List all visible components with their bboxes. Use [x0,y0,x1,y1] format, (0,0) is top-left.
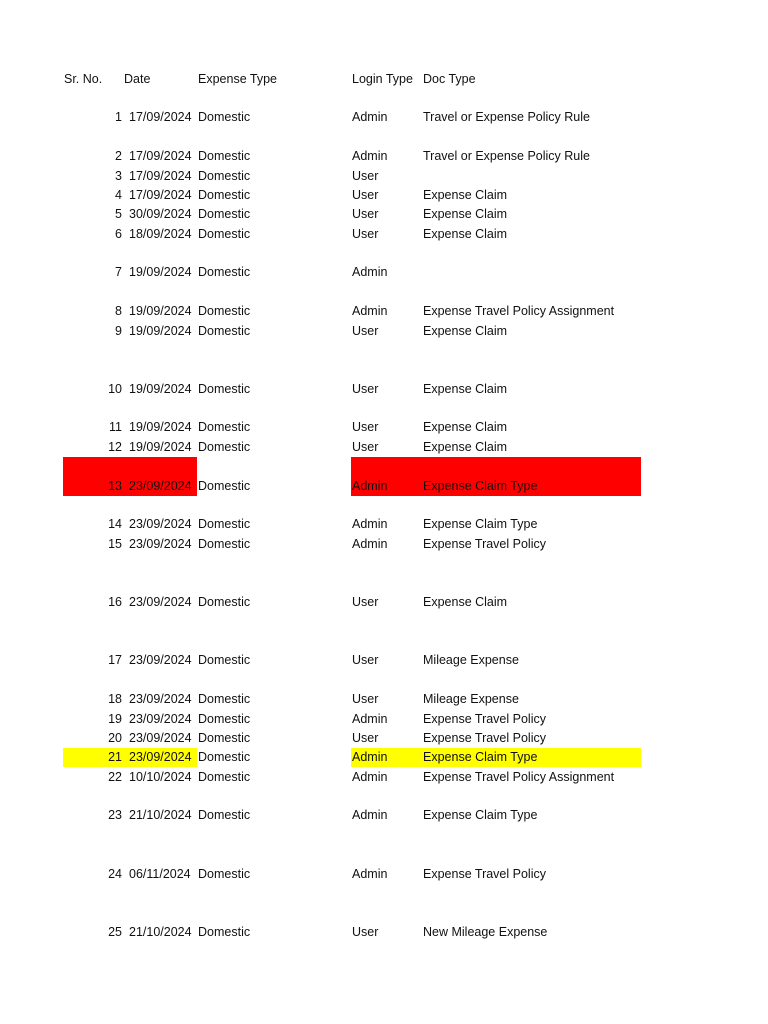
expense-type-cell: Domestic [198,440,251,454]
doc-type-cell: Travel or Expense Policy Rule [423,110,590,124]
table-row [0,438,768,456]
expense-type-cell: Domestic [198,653,251,667]
login-type-cell: User [352,440,379,454]
expense-type-cell: Domestic [198,517,251,531]
login-type-cell: User [352,731,379,745]
expense-type-cell: Domestic [198,304,251,318]
sr-no-cell: 6 [115,227,122,241]
login-type-cell: Admin [352,537,388,551]
doc-type-cell: Expense Claim Type [423,808,538,822]
doc-type-cell: Expense Travel Policy [423,537,546,551]
sr-no-cell: 12 [108,440,122,454]
login-type-cell: User [352,420,379,434]
expense-type-cell: Domestic [198,188,251,202]
date-cell: 19/09/2024 [129,304,192,318]
table-row [0,535,768,553]
header-date: Date [124,72,151,86]
sr-no-cell: 1 [115,110,122,124]
login-type-cell: User [352,227,379,241]
login-type-cell: Admin [352,479,388,493]
login-type-cell: Admin [352,149,388,163]
date-cell: 21/10/2024 [129,925,192,939]
sr-no-cell: 23 [108,808,122,822]
sr-no-cell: 15 [108,537,122,551]
login-type-cell: Admin [352,808,388,822]
login-type-cell: Admin [352,110,388,124]
expense-type-cell: Domestic [198,770,251,784]
login-type-cell: Admin [352,265,388,279]
login-type-cell: User [352,207,379,221]
login-type-cell: User [352,324,379,338]
date-cell: 17/09/2024 [129,188,192,202]
date-cell: 23/09/2024 [129,750,192,764]
expense-type-cell: Domestic [198,750,251,764]
table-row [0,729,768,747]
table-row [0,225,768,243]
sr-no-cell: 7 [115,265,122,279]
header-row [0,70,768,88]
date-cell: 19/09/2024 [129,324,192,338]
date-cell: 23/09/2024 [129,479,192,493]
date-cell: 17/09/2024 [129,149,192,163]
date-cell: 23/09/2024 [129,517,192,531]
sr-no-cell: 25 [108,925,122,939]
sr-no-cell: 22 [108,770,122,784]
date-cell: 19/09/2024 [129,440,192,454]
doc-type-cell: Expense Claim [423,207,508,221]
expense-type-cell: Domestic [198,808,251,822]
doc-type-cell: Expense Travel Policy Assignment [423,770,615,784]
table-row [0,263,768,281]
expense-type-cell: Domestic [198,149,251,163]
sr-no-cell: 16 [108,595,122,609]
table-row [0,651,768,669]
login-type-cell: User [352,595,379,609]
sr-no-cell: 19 [108,712,122,726]
doc-type-cell: Expense Claim [423,227,508,241]
date-cell: 23/09/2024 [129,712,192,726]
expense-type-cell: Domestic [198,169,251,183]
login-type-cell: User [352,925,379,939]
table-row [0,147,768,165]
table-row [0,923,768,941]
table-row [0,710,768,728]
date-cell: 23/09/2024 [129,537,192,551]
expense-type-cell: Domestic [198,692,251,706]
expense-type-cell: Domestic [198,265,251,279]
expense-type-cell: Domestic [198,227,251,241]
table-row [0,302,768,320]
date-cell: 19/09/2024 [129,420,192,434]
doc-type-cell: Expense Travel Policy [423,731,546,745]
table-row [0,205,768,223]
sr-no-cell: 9 [115,324,122,338]
table-row [0,418,768,436]
login-type-cell: Admin [352,770,388,784]
expense-type-cell: Domestic [198,867,251,881]
login-type-cell: Admin [352,867,388,881]
table-row [0,186,768,204]
doc-type-cell: Mileage Expense [423,653,519,667]
doc-type-cell: Expense Claim [423,382,508,396]
sr-no-cell: 20 [108,731,122,745]
table-row [0,593,768,611]
login-type-cell: Admin [352,517,388,531]
sr-no-cell: 13 [108,479,122,493]
date-cell: 17/09/2024 [129,110,192,124]
expense-type-cell: Domestic [198,324,251,338]
sr-no-cell: 18 [108,692,122,706]
table-row [0,380,768,398]
expense-type-cell: Domestic [198,207,251,221]
expense-type-cell: Domestic [198,712,251,726]
header-login-type: Login Type [352,72,413,86]
table-row [0,748,768,766]
doc-type-cell: Expense Travel Policy [423,712,546,726]
table-row [0,690,768,708]
login-type-cell: User [352,653,379,667]
doc-type-cell: Expense Claim [423,595,508,609]
expense-type-cell: Domestic [198,925,251,939]
expense-type-cell: Domestic [198,382,251,396]
sr-no-cell: 10 [108,382,122,396]
header-doc-type: Doc Type [423,72,476,86]
header-expense-type: Expense Type [198,72,277,86]
date-cell: 18/09/2024 [129,227,192,241]
doc-type-cell: Expense Claim Type [423,517,538,531]
login-type-cell: Admin [352,712,388,726]
sr-no-cell: 24 [108,867,122,881]
doc-type-cell: Expense Claim Type [423,479,538,493]
date-cell: 19/09/2024 [129,382,192,396]
table-row [0,865,768,883]
expense-type-cell: Domestic [198,479,251,493]
table-row [0,167,768,185]
login-type-cell: Admin [352,304,388,318]
date-cell: 10/10/2024 [129,770,192,784]
date-cell: 19/09/2024 [129,265,192,279]
expense-type-cell: Domestic [198,731,251,745]
doc-type-cell: Expense Claim [423,188,508,202]
doc-type-cell: New Mileage Expense [423,925,548,939]
doc-type-cell: Travel or Expense Policy Rule [423,149,590,163]
table-row [0,477,768,495]
table-row [0,108,768,126]
doc-type-cell: Expense Claim Type [423,750,538,764]
login-type-cell: Admin [352,750,388,764]
doc-type-cell: Expense Claim [423,420,508,434]
sr-no-cell: 14 [108,517,122,531]
sr-no-cell: 3 [115,169,122,183]
sr-no-cell: 17 [108,653,122,667]
table-row [0,806,768,824]
login-type-cell: User [352,188,379,202]
sr-no-cell: 2 [115,149,122,163]
doc-type-cell: Expense Claim [423,324,508,338]
date-cell: 17/09/2024 [129,169,192,183]
sr-no-cell: 8 [115,304,122,318]
table-row [0,768,768,786]
sr-no-cell: 11 [109,420,122,434]
date-cell: 06/11/2024 [129,867,191,881]
expense-type-cell: Domestic [198,110,251,124]
table-row [0,515,768,533]
date-cell: 23/09/2024 [129,653,192,667]
login-type-cell: User [352,382,379,396]
date-cell: 23/09/2024 [129,595,192,609]
sr-no-cell: 4 [115,188,122,202]
date-cell: 21/10/2024 [129,808,192,822]
login-type-cell: User [352,692,379,706]
login-type-cell: User [352,169,379,183]
sr-no-cell: 21 [108,750,122,764]
expense-type-cell: Domestic [198,595,251,609]
sr-no-cell: 5 [115,207,122,221]
doc-type-cell: Expense Travel Policy [423,867,546,881]
doc-type-cell: Expense Travel Policy Assignment [423,304,615,318]
header-sr-no: Sr. No. [64,72,103,86]
expense-type-cell: Domestic [198,537,251,551]
doc-type-cell: Mileage Expense [423,692,519,706]
expense-type-cell: Domestic [198,420,251,434]
date-cell: 23/09/2024 [129,692,192,706]
table-row [0,322,768,340]
doc-type-cell: Expense Claim [423,440,508,454]
date-cell: 23/09/2024 [129,731,192,745]
date-cell: 30/09/2024 [129,207,192,221]
